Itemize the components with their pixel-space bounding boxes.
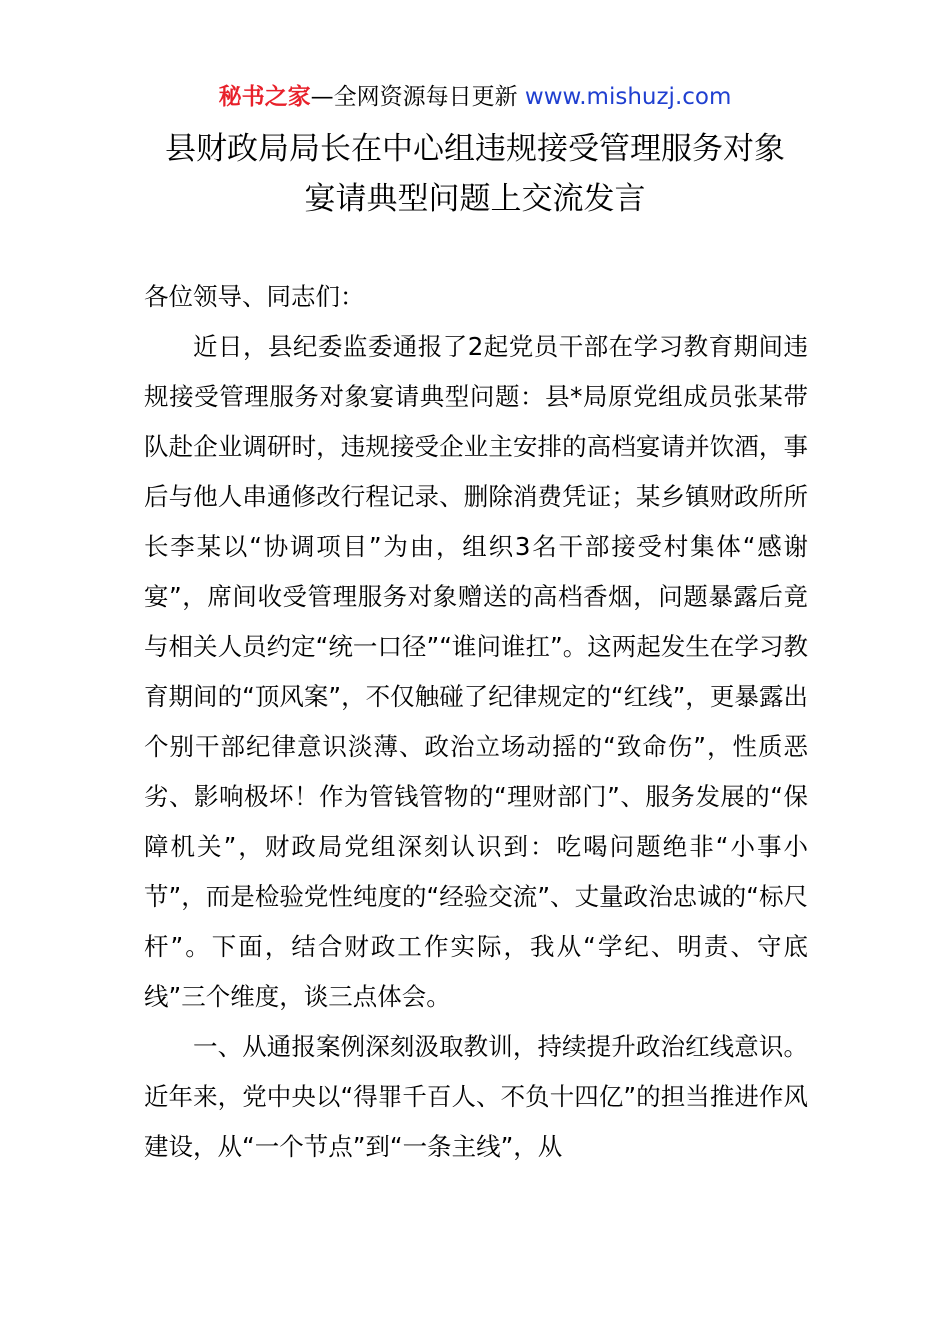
document-title (0, 124, 950, 224)
header-separator: — (310, 84, 334, 110)
paragraph-intro: 近日，县纪委监委通报了2起党员干部在学习教育期间违规接受管理服务对象宴请典型问题：县*局原党组成员张某带队赴企业调研时，违规接受企业主安排的高档宴请并饮酒，事后与他人串通修改行程记录、删除消费凭证；某乡镇财政所所长李某以“协调项目”为由，组织3名干部接受村集体“感谢宴”，席间收受管理服务对象赠送的高档香烟，问题暴露后竟与相关人员约定“统一口径”“谁问谁扛”。这两起发生在学习教育期间的“顶风案”，不仅触碰了纪律规定的“红线”，更暴露出个别干部纪律意识淡薄、政治立场动摇的“致命伤”，性质恶劣、影响极坏！作为管钱管物的“理财部门”、服务发展的“保障机关”，财政局党组深刻认识到：吃喝问题绝非“小事小节”，而是检验党性纯度的“经验交流”、丈量政治忠诚的“标尺杆”。下面，结合财政工作实际，我从“学纪、明责、守底线”三个维度，谈三点体会。 (144, 332, 808, 1011)
site-header (0, 80, 950, 114)
paragraph-section-one: 一、从通报案例深刻汲取教训，持续提升政治红线意识。近年来，党中央以“得罪千百人、不负十四亿”的担当推进作风建设，从“一个节点”到“一条主线”，从 (144, 1032, 808, 1161)
document-body (144, 272, 808, 1172)
site-tagline: 全网资源每日更新 (333, 84, 518, 110)
salutation: 各位领导、同志们： (144, 282, 365, 311)
title-line-1: 县财政局局长在中心组违规接受管理服务对象 (165, 131, 785, 167)
site-url-link[interactable]: www.mishuzj.com (524, 84, 732, 110)
title-line-2: 宴请典型问题上交流发言 (304, 181, 646, 217)
site-brand: 秘书之家 (218, 84, 311, 110)
